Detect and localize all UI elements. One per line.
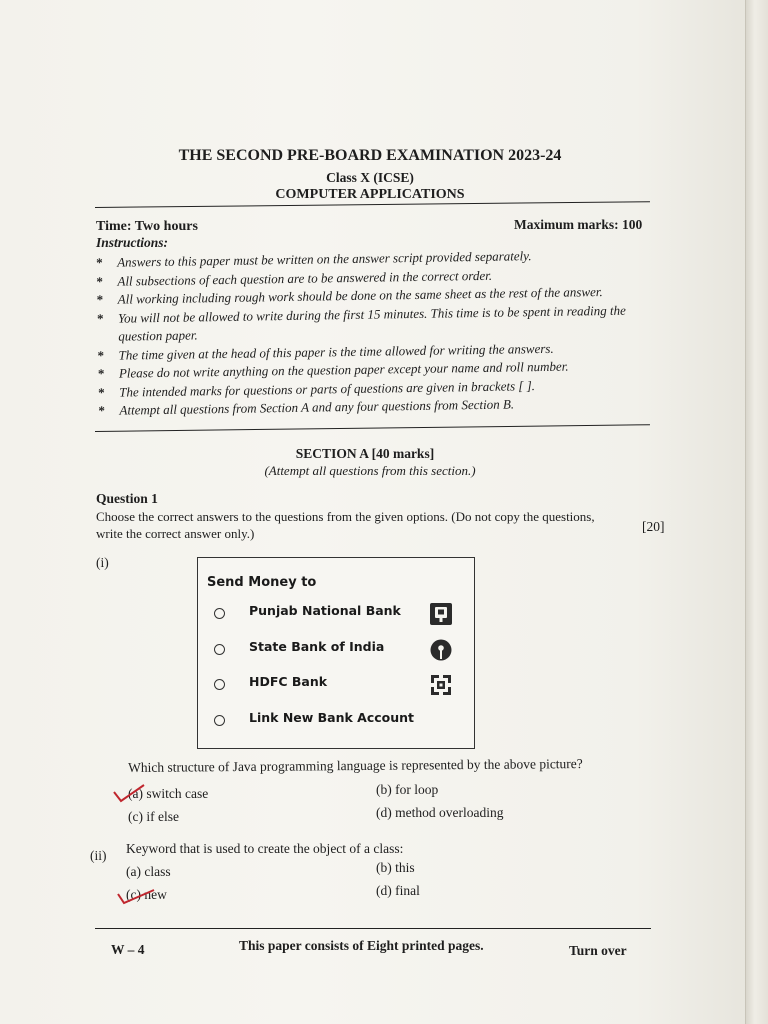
sbi-logo-icon <box>429 638 453 662</box>
question-1-title: Question 1 <box>96 491 158 506</box>
bullet-star-icon: * <box>96 254 103 270</box>
radio-icon <box>214 644 225 655</box>
choice-ii-c: (c) new <box>126 887 167 902</box>
instructions-heading: Instructions: <box>96 235 169 250</box>
send-money-title: Send Money to <box>207 575 317 590</box>
paper-code: W – 4 <box>111 942 145 957</box>
instruction-item: * The intended marks for questions or parts of questions are given in brackets [ ]. <box>98 375 658 402</box>
instruction-item: * You will not be allowed to write during the first 15 minutes. This time is to be spent in reading the question paper. <box>96 302 626 344</box>
radio-icon <box>214 715 225 726</box>
red-tick-mark-icon <box>116 884 156 906</box>
bullet-star-icon: * <box>97 365 105 381</box>
footer-divider <box>95 928 651 929</box>
send-money-picture <box>197 557 475 749</box>
radio-icon <box>214 679 225 690</box>
bullet-star-icon: * <box>98 384 105 400</box>
subject-title: COMPUTER APPLICATIONS <box>275 187 465 202</box>
pnb-logo-icon <box>429 602 453 626</box>
bullet-star-icon: * <box>96 273 104 289</box>
radio-icon <box>214 608 225 619</box>
choice-i-b: (b) for loop <box>376 782 439 797</box>
part-ii-question: Keyword that is used to create the object of a class: <box>126 841 404 856</box>
choice-ii-a: (a) class <box>126 864 171 879</box>
choice-i-a: (a) switch case <box>128 786 209 801</box>
instruction-item: * The time given at the head of this paper is the time allowed for writing the answers. <box>97 338 657 365</box>
instructions-list <box>96 245 659 420</box>
part-i-question: Which structure of Java programming language is represented by the above picture? <box>128 756 583 775</box>
bullet-star-icon: * <box>98 402 106 418</box>
bullet-star-icon: * <box>96 291 104 307</box>
instruction-item: * All working including rough work should be done on the same sheet as the rest of the answer. <box>97 282 657 309</box>
instruction-item: * All subsections of each question are to be answered in the correct order. <box>96 264 656 291</box>
page-count-note: This paper consists of Eight printed pages. <box>239 938 484 953</box>
choice-i-c: (c) if else <box>128 809 179 824</box>
choice-ii-b: (b) this <box>376 860 415 875</box>
section-a-subtitle: (Attempt all questions from this section.) <box>264 463 476 478</box>
bank-option-link-new: Link New Bank Account <box>198 709 474 733</box>
page-edge <box>745 0 768 1024</box>
exam-title: THE SECOND PRE-BOARD EXAMINATION 2023-24 <box>178 147 562 164</box>
part-ii-label: (ii) <box>90 848 107 863</box>
question-1-text: Choose the correct answers to the questions from the given options. (Do not copy the questions, write the correct answer only.) <box>96 509 595 541</box>
instructions-divider <box>95 424 650 432</box>
bank-option-sbi: State Bank of India <box>198 638 474 662</box>
choice-ii-d: (d) final <box>376 883 420 898</box>
turn-over: Turn over <box>569 943 627 958</box>
bullet-star-icon: * <box>96 310 104 326</box>
bullet-star-icon: * <box>97 347 105 363</box>
maximum-marks: Maximum marks: 100 <box>514 217 643 232</box>
red-tick-mark-icon <box>112 782 146 804</box>
choice-i-d: (d) method overloading <box>376 805 504 820</box>
instruction-item: * Attempt all questions from Section A and any four questions from Section B. <box>98 393 658 420</box>
instruction-item: * Please do not write anything on the question paper except your name and roll number. <box>98 356 658 383</box>
bank-option-hdfc: HDFC Bank <box>198 673 474 697</box>
part-i-label: (i) <box>96 555 109 570</box>
time-allowed: Time: Two hours <box>96 219 198 234</box>
hdfc-logo-icon <box>429 673 453 697</box>
instruction-item: * Answers to this paper must be written on the answer script provided separately. <box>96 245 656 272</box>
section-a-title: SECTION A [40 marks] <box>295 446 435 461</box>
question-1-marks: [20] <box>642 519 665 534</box>
bank-option-pnb: Punjab National Bank <box>198 602 474 626</box>
class-label: Class X (ICSE) <box>326 170 414 185</box>
